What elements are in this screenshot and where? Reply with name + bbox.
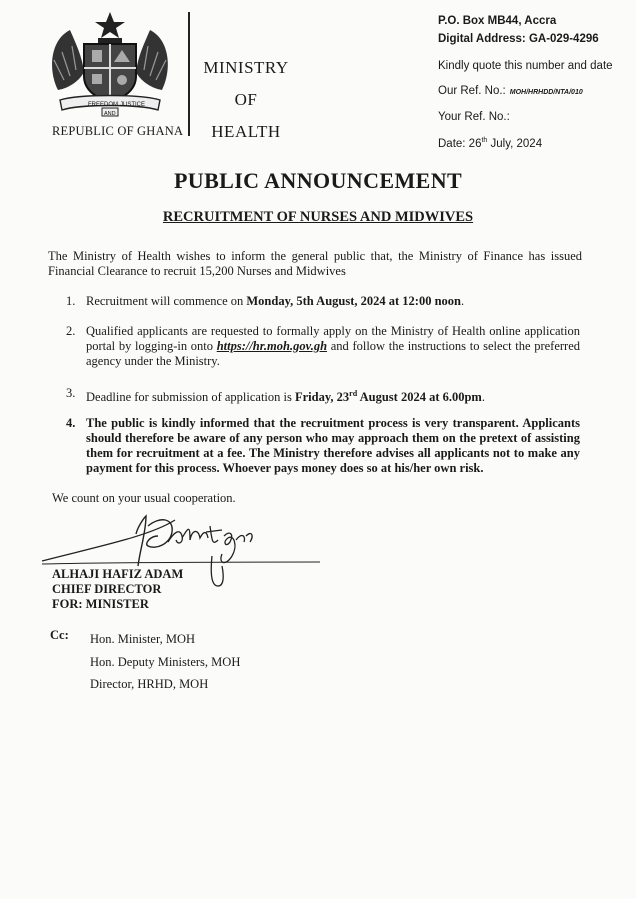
quote-note: Kindly quote this number and date: [438, 60, 613, 72]
item-1-end: .: [461, 294, 465, 308]
ministry-line-1: MINISTRY: [203, 58, 289, 77]
cc-recipient: Hon. Deputy Ministers, MOH: [90, 654, 241, 669]
item-number: 1.: [66, 294, 76, 308]
item-1-bold: Monday, 5th August, 2024 at 12:00 noon: [246, 294, 461, 308]
item-3-bold-b: August 2024 at 6.00pm: [357, 390, 482, 405]
ministry-line-2: OF: [234, 90, 258, 109]
svg-text:JUSTICE: JUSTICE: [120, 102, 146, 108]
cc-list: [90, 628, 240, 696]
item-3-text: Deadline for submission of application is: [86, 390, 295, 405]
page-subtitle: RECRUITMENT OF NURSES AND MIDWIVES: [162, 209, 474, 225]
letter-date: [438, 133, 613, 150]
page-title: PUBLIC ANNOUNCEMENT: [173, 168, 463, 193]
item-3-sup: rd: [349, 389, 358, 398]
intro-paragraph: The Ministry of Health wishes to inform the general public that, the Ministry of Finance has issued Financial Clearance to recruit 15,200 Nurses and Midwives: [48, 249, 582, 278]
coat-of-arms-emblem: [40, 10, 180, 120]
your-ref-label: Your Ref. No.:: [438, 111, 510, 123]
republic-of-ghana-label: REPUBLIC OF GHANA: [52, 124, 184, 138]
date-prefix: Date: 26: [438, 137, 482, 150]
your-ref: [438, 110, 613, 124]
item-text: [86, 324, 580, 369]
item-text: [86, 294, 580, 309]
cc-recipient: Director, HRHD, MOH: [90, 677, 209, 691]
ministry-name: [198, 52, 294, 148]
date-sup: th: [481, 137, 488, 144]
digital-address: Digital Address: GA-029-4296: [438, 33, 599, 45]
item-number: 4.: [66, 416, 76, 430]
our-ref-label: Our Ref. No.:: [438, 85, 506, 97]
signer-for: FOR: MINISTER: [52, 597, 149, 611]
cc-label: Cc:: [50, 628, 69, 642]
cc-recipient: Hon. Minister, MOH: [90, 632, 196, 646]
closing-line: We count on your usual cooperation.: [52, 491, 236, 505]
date-suffix: July, 2024: [487, 137, 543, 150]
address-block: [438, 12, 613, 150]
item-text: [86, 386, 580, 405]
signer-title: CHIEF DIRECTOR: [52, 582, 162, 596]
signer-name: ALHAJI HAFIZ ADAM: [52, 567, 184, 581]
our-ref: [438, 84, 613, 100]
our-ref-value: MOH/HRHDD/NTA/010: [509, 89, 583, 96]
item-text: The public is kindly informed that the recruitment process is very transparent. Applicants should therefore be aware of any person who may approach them on the pretext of assisting them for recruitment at a fee. The Ministry therefore advises all applicants not to make any payment for this process. Whoever pays money does so at his/her own risk.: [86, 416, 580, 475]
item-2-end: and follow the instructions to select the preferred agency under the Ministry.: [86, 339, 580, 368]
signer-block: [52, 567, 183, 612]
item-number: 3.: [66, 386, 76, 400]
header-divider: [188, 12, 190, 136]
item-3-bold-a: Friday, 23: [295, 390, 350, 405]
item-3-end: .: [481, 390, 485, 405]
svg-text:AND: AND: [104, 111, 116, 117]
ministry-line-3: HEALTH: [211, 122, 281, 141]
item-1-text: Recruitment will commence on: [86, 294, 247, 308]
item-number: 2.: [66, 324, 76, 338]
po-box: P.O. Box MB44, Accra: [438, 15, 557, 27]
svg-text:FREEDOM: FREEDOM: [88, 102, 118, 108]
item-2-text: Qualified applicants are requested to formally apply on the Ministry of Health online application portal by logging-in onto: [86, 324, 580, 353]
portal-link[interactable]: https://hr.moh.gov.gh: [216, 339, 328, 353]
